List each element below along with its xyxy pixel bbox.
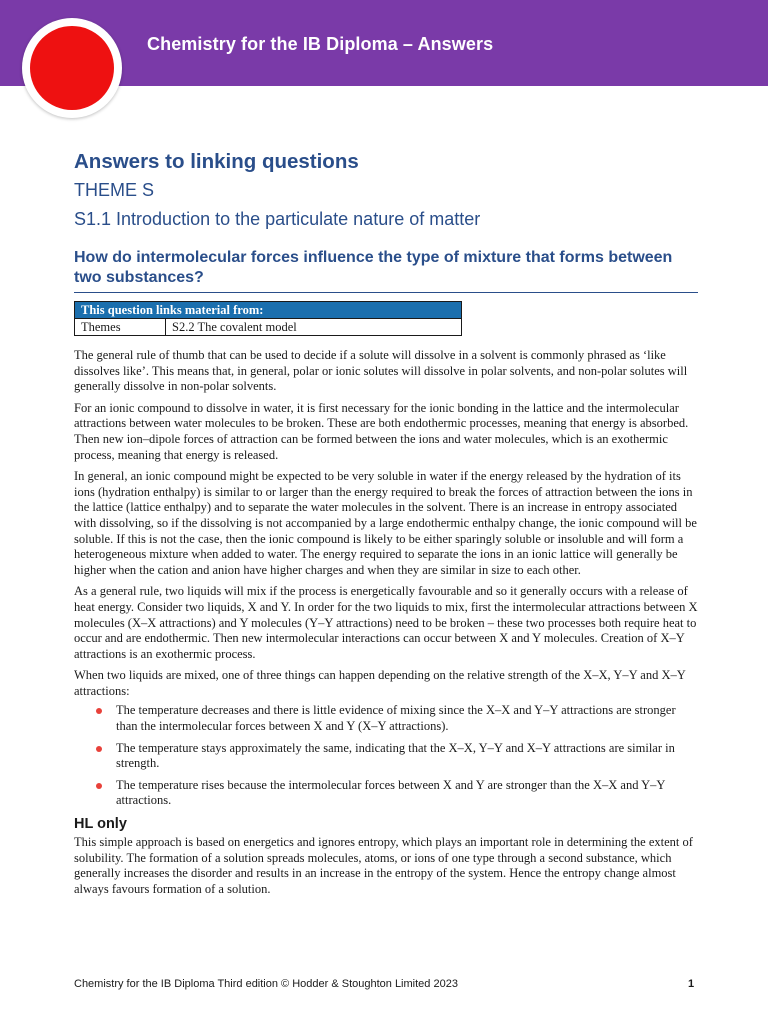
table-row [75,319,462,336]
table-cell-value: S2.2 The covalent model [166,319,462,336]
list-item-text: The temperature stays approximately the same, indicating that the X–X, Y–Y and X–Y attractions are similar in strength. [116,740,675,771]
page-content [74,148,698,897]
links-table-header: This question links material from: [75,302,462,319]
paragraph-three-outcomes: When two liquids are mixed, one of three things can happen depending on the relative strength of the X–X, Y–Y and X–Y attractions: [74,668,686,698]
paragraph-solubility-energetics: In general, an ionic compound might be expected to be very soluble in water if the energy released by the hydration of its ions (hydration enthalpy) is similar to or larger than the energy required to break the forces of attraction between the ions in the lattice (lattice enthalpy) and to separate the water molecules in the solvent. There is an increase in entropy associated with dissolving, so if the dissolving is not accompanied by a large endothermic enthalpy change, the ionic compound will be soluble. If this is not the case, then the ionic compound is likely to be either sparingly soluble or insoluble and will form a heterogeneous mixture when added to water. The energy required to separate the ions in an ionic lattice will generally be higher when the cation and anion have higher charges and when they are similar in size to each other. [74,469,697,577]
outcomes-list [74,703,698,809]
list-item [116,741,698,772]
header-title: Chemistry for the IB Diploma – Answers [147,34,494,54]
links-table [74,301,462,336]
bullet-dot-icon [96,746,102,752]
list-item-text: The temperature rises because the intermolecular forces between X and Y are stronger than the X–X and Y–Y attractions. [116,777,665,808]
subtopic-heading: S1.1 Introduction to the particulate nature of matter [74,209,481,229]
bullet-dot-icon [96,708,102,714]
page-number: 1 [688,978,695,990]
list-item [116,778,698,809]
question-heading: How do intermolecular forces influence the type of mixture that forms between two substances? [74,248,698,293]
paragraph-ionic-dissolving: For an ionic compound to dissolve in water, it is first necessary for the ionic bonding in the lattice and the intermolecular attractions between water molecules to be broken. These are both endothermic processes, meaning that energy is absorbed. Then new ion–dipole forces of attraction can be formed between the ions and water molecules, which is an exothermic process, meaning that energy is released. [74,400,689,462]
logo-dot [30,26,114,110]
paragraph-like-dissolves-like: The general rule of thumb that can be used to decide if a solute will dissolve in a solvent is commonly phrased as ‘like dissolves like’. This means that, in general, polar or ionic solutes will dissolve in polar solvents, and non-polar solutes will generally dissolve in non-polar solvents. [74,348,688,394]
page-title: Answers to linking questions [74,150,359,173]
hl-only-heading: HL only [74,816,127,833]
list-item-text: The temperature decreases and there is little evidence of mixing since the X–X and Y–Y attractions are stronger than the intermolecular forces between X and Y (X–Y attractions). [116,703,676,734]
red-circle-logo-icon [22,18,122,118]
list-item [116,703,698,734]
paragraph-hl-entropy: This simple approach is based on energetics and ignores entropy, which plays an important role in determining the extent of solubility. The formation of a solution spreads molecules, atoms, or ions of one type through a second substance, which generally increases the disorder and results in an increase in the entropy of the system. Hence the entropy change almost always favours formation of a solution. [74,835,693,896]
paragraph-mixing-liquids: As a general rule, two liquids will mix if the process is energetically favourable and so it generally occurs with a release of heat energy. Consider two liquids, X and Y. In order for the two liquids to mix, first the intermolecular attractions between X molecules (X–X attractions) and Y molecules (Y–Y attractions) need to be broken – these two processes both require heat to occur and are endothermic. Then new intermolecular interactions can occur between X and Y molecules. Creation of X–Y attractions is an exothermic process. [74,584,698,661]
table-cell-label: Themes [75,319,166,336]
bullet-dot-icon [96,783,102,789]
footer-copyright: Chemistry for the IB Diploma Third edition © Hodder & Stoughton Limited 2023 [74,978,458,990]
theme-heading: THEME S [74,180,155,200]
